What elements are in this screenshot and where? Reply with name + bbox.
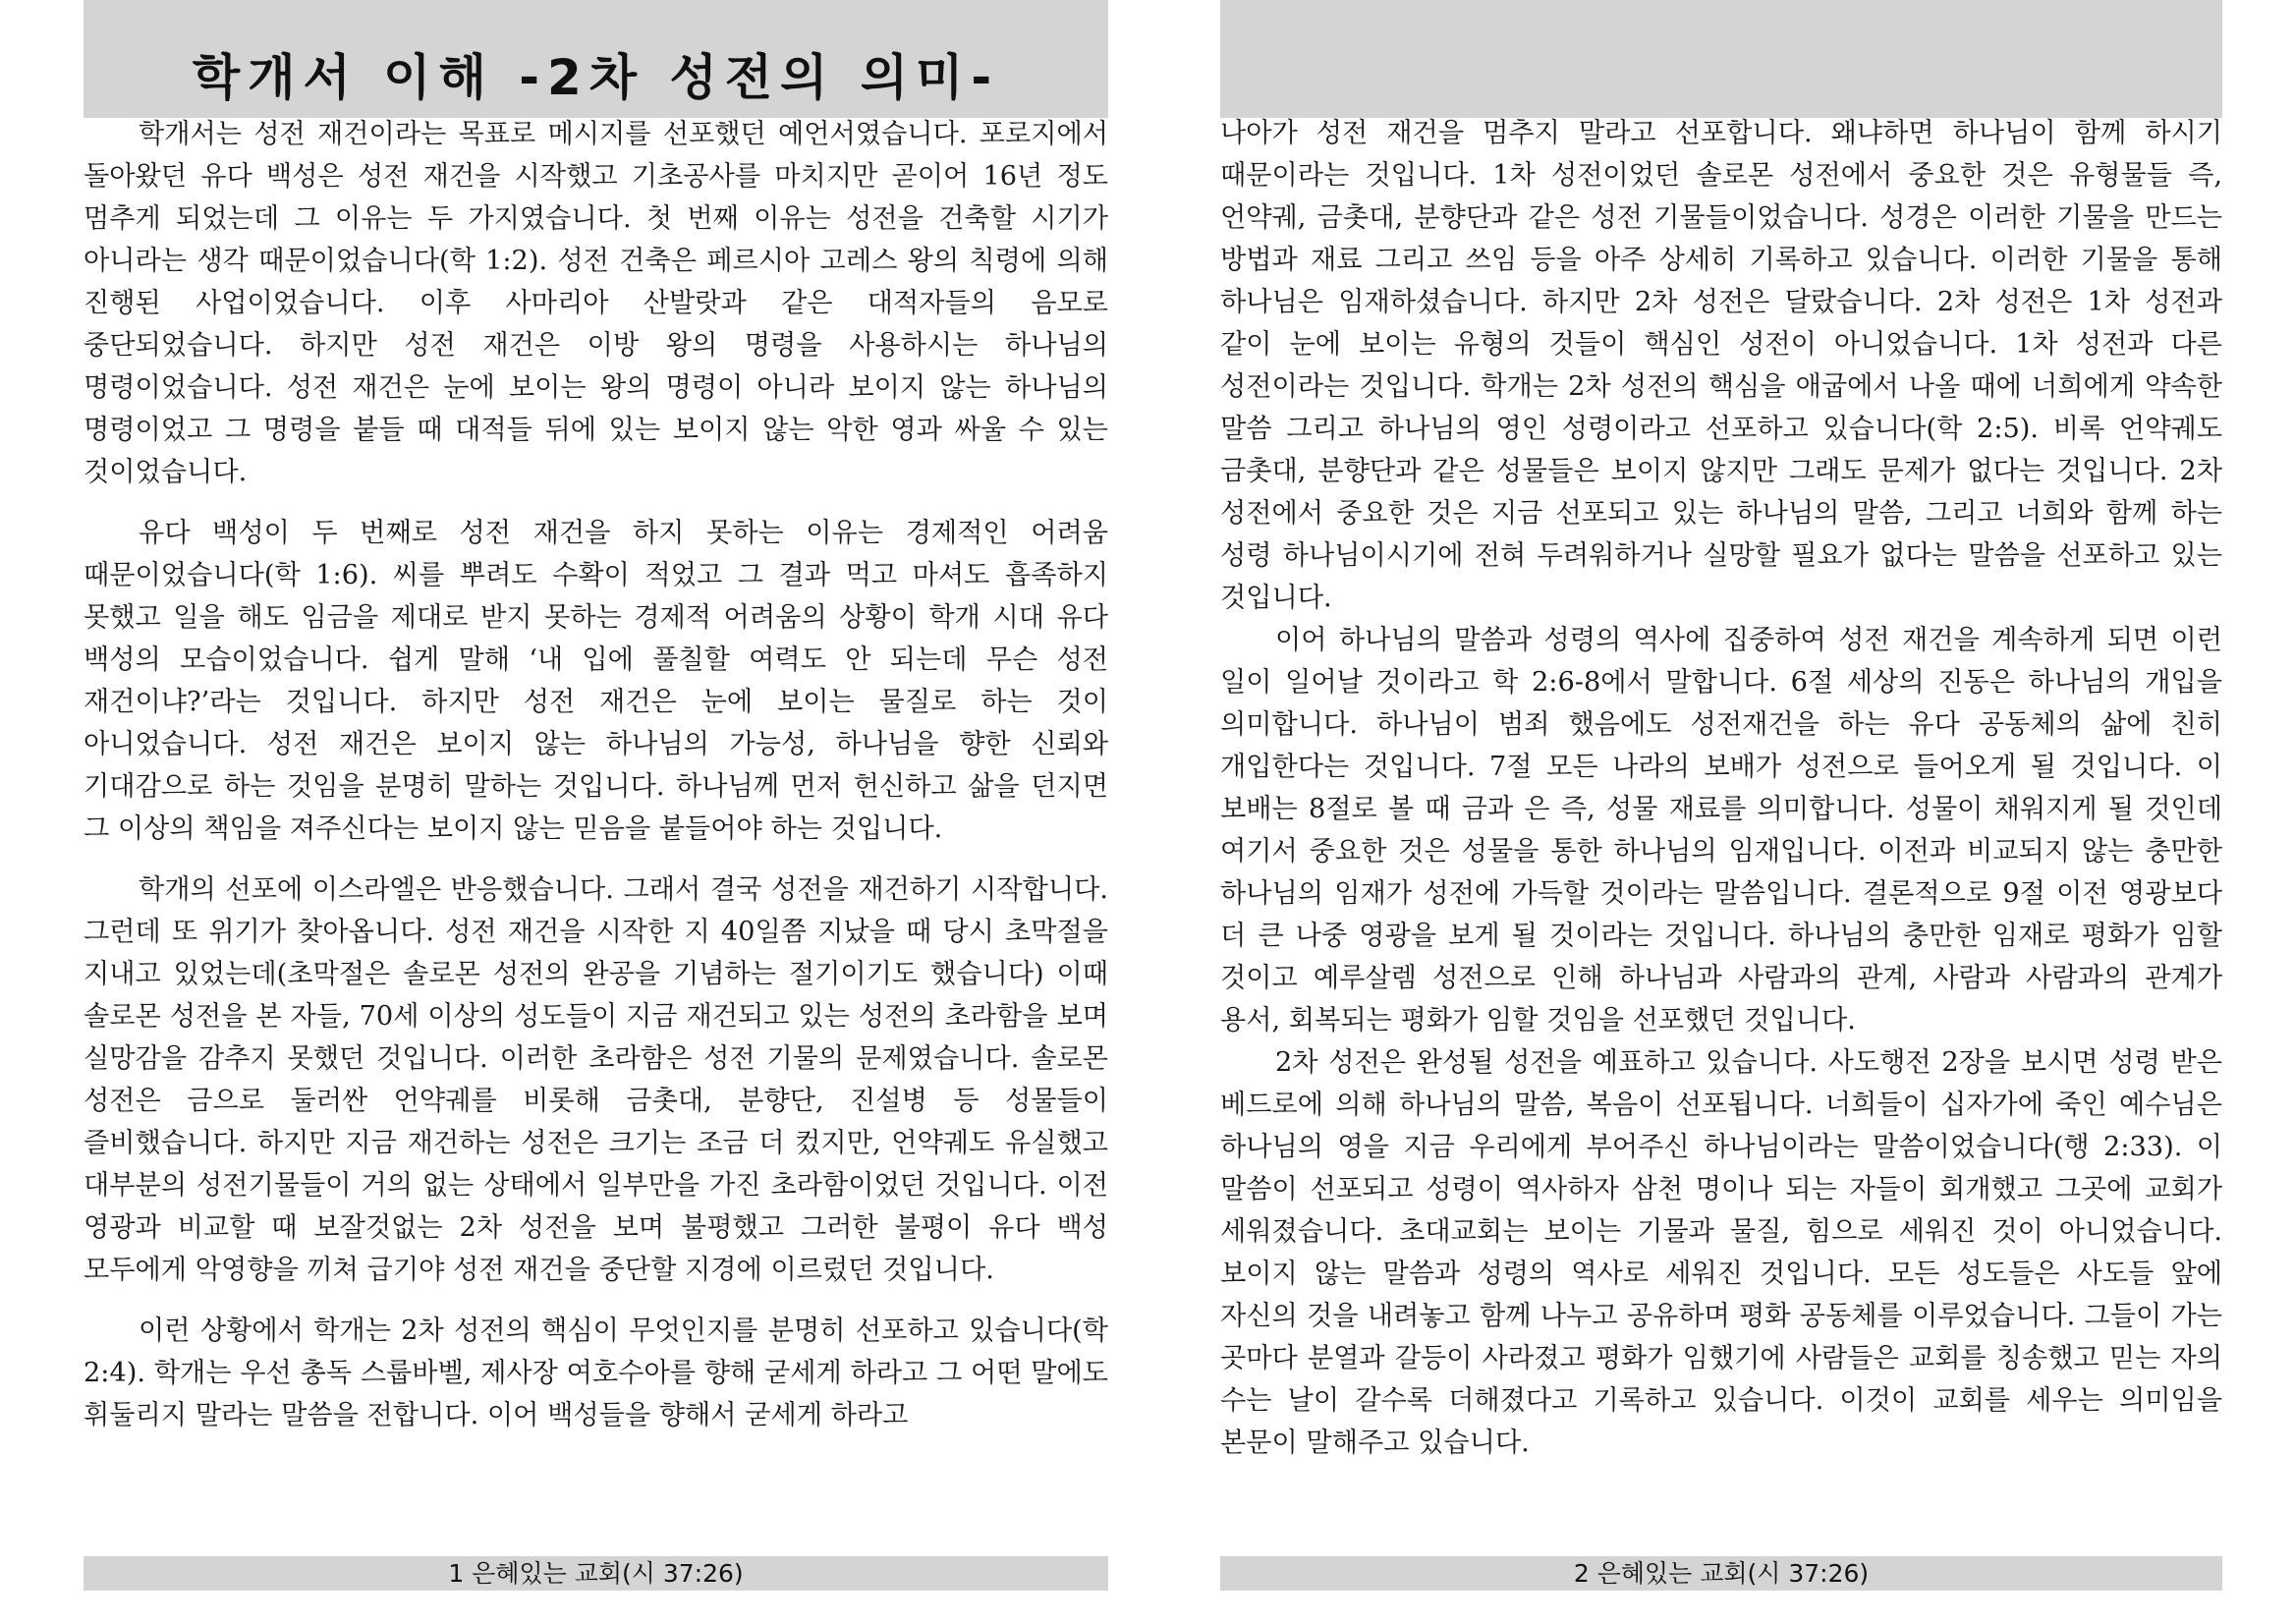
paragraph: 학개의 선포에 이스라엘은 반응했습니다. 그래서 결국 성전을 재건하기 시작합니다. 그런데 또 위기가 찾아옵니다. 성전 재건을 시작한 지 40일쯤 지났을 때 당시 초막절을 지내고 있었는데(초막절은 솔로몬 성전의 완공을 기념하는 절기이기도 했습니다) 이때 솔로몬 성전을 본 자들, 70세 이상의 성도들이 지금 재건되고 있는 성전의 초라함을 보며 실망감을 감추지 못했던 것입니다. 이러한 초라함은 성전 기물의 문제였습니다. 솔로몬 성전은 금으로 둘러싼 언약궤를 비롯해 금촛대, 분향단, 진설병 등 성물들이 즐비했습니다. 하지만 지금 재건하는 성전은 크기는 조금 더 컸지만, 언약궤도 유실했고 대부분의 성전기물들이 거의 없는 상태에서 일부만을 가진 초라함이었던 것입니다. 이전 영광과 비교할 때 보잘것없는 2차 성전을 보며 불평했고 그러한 불평이 유다 백성 모두에게 악영향을 끼쳐 급기야 성전 재건을 중단할 지경에 이르렀던 것입니다.: [84, 874, 1108, 1285]
left-page-body: [84, 113, 1108, 1436]
left-page: [84, 0, 1108, 1624]
header-bar: [1220, 0, 2222, 118]
paragraph: 이어 하나님의 말씀과 성령의 역사에 집중하여 성전 재건을 계속하게 되면 이런 일이 일어날 것이라고 학 2:6-8에서 말합니다. 6절 세상의 진동은 하나님의 개입을 의미합니다. 하나님이 범죄 했음에도 성전재건을 하는 유다 공동체의 삶에 친히 개입한다는 것입니다. 7절 모든 나라의 보배가 성전으로 들어오게 될 것입니다. 이 보배는 8절로 볼 때 금과 은 즉, 성물 재료를 의미합니다. 성물이 채워지게 될 것인데 여기서 중요한 것은 성물을 통한 하나님의 임재입니다. 이전과 비교되지 않는 충만한 하나님의 임재가 성전에 가득할 것이라는 말씀입니다. 결론적으로 9절 이전 영광보다 더 큰 나중 영광을 보게 될 것이라는 것입니다. 하나님의 충만한 임재로 평화가 임할 것이고 예루살렘 성전으로 인해 하나님과 사람과의 관계, 사람과 사람과의 관계가 용서, 회복되는 평화가 임할 것임을 선포했던 것입니다.: [1220, 625, 2222, 1036]
paragraph: 나아가 성전 재건을 멈추지 말라고 선포합니다. 왜냐하면 하나님이 함께 하시기 때문이라는 것입니다. 1차 성전이었던 솔로몬 성전에서 중요한 것은 유형물들 즉, 언약궤, 금촛대, 분향단과 같은 성전 기물들이었습니다. 성경은 이러한 기물을 만드는 방법과 재료 그리고 쓰임 등을 아주 상세히 기록하고 있습니다. 이러한 기물을 통해 하나님은 임재하셨습니다. 하지만 2차 성전은 달랐습니다. 2차 성전은 1차 성전과 같이 눈에 보이는 유형의 것들이 핵심인 성전이 아니었습니다. 1차 성전과 다른 성전이라는 것입니다. 학개는 2차 성전의 핵심을 애굽에서 나올 때에 너희에게 약속한 말씀 그리고 하나님의 영인 성령이라고 선포하고 있습니다(학 2:5). 비록 언약궤도 금촛대, 분향단과 같은 성물들은 보이지 않지만 그래도 문제가 없다는 것입니다. 2차 성전에서 중요한 것은 지금 선포되고 있는 하나님의 말씀, 그리고 너희와 함께 하는 성령 하나님이시기에 전혀 두려워하거나 실망할 필요가 없다는 말씀을 선포하고 있는 것입니다.: [1220, 118, 2222, 613]
page-title: 학개서 이해 -2차 성전의 의미-: [84, 41, 1108, 114]
paragraph: 유다 백성이 두 번째로 성전 재건을 하지 못하는 이유는 경제적인 어려움 때문이었습니다(학 1:6). 씨를 뿌려도 수확이 적었고 그 결과 먹고 마셔도 흡족하지 못했고 일을 해도 임금을 제대로 받지 못하는 경제적 어려움의 상황이 학개 시대 유다 백성의 모습이었습니다. 쉽게 말해 ‘내 입에 풀칠할 여력도 안 되는데 무슨 성전 재건이냐?’라는 것입니다. 하지만 성전 재건은 눈에 보이는 물질로 하는 것이 아니었습니다. 성전 재건은 보이지 않는 하나님의 가능성, 하나님을 향한 신뢰와 기대감으로 하는 것임을 분명히 말하는 것입니다. 하나님께 먼저 헌신하고 삶을 던지면 그 이상의 책임을 져주신다는 보이지 않는 믿음을 붙들어야 하는 것입니다.: [84, 518, 1108, 844]
paragraph: 학개서는 성전 재건이라는 목표로 메시지를 선포했던 예언서였습니다. 포로지에서 돌아왔던 유다 백성은 성전 재건을 시작했고 기초공사를 마치지만 곧이어 16년 정도 멈추게 되었는데 그 이유는 두 가지였습니다. 첫 번째 이유는 성전을 건축할 시기가 아니라는 생각 때문이었습니다(학 1:2). 성전 건축은 페르시아 고레스 왕의 칙령에 의해 진행된 사업이었습니다. 이후 사마리아 산발랏과 같은 대적자들의 음모로 중단되었습니다. 하지만 성전 재건은 이방 왕의 명령을 사용하시는 하나님의 명령이었습니다. 성전 재건은 눈에 보이는 왕의 명령이 아니라 보이지 않는 하나님의 명령이었고 그 명령을 붙들 때 대적들 뒤에 있는 보이지 않는 악한 영과 싸울 수 있는 것이었습니다.: [84, 119, 1108, 487]
paragraph: 2차 성전은 완성될 성전을 예표하고 있습니다. 사도행전 2장을 보시면 성령 받은 베드로에 의해 하나님의 말씀, 복음이 선포됩니다. 너희들이 십자가에 죽인 예수님은 하나님의 영을 지금 우리에게 부어주신 하나님이라는 말씀이었습니다(행 2:33). 이 말씀이 선포되고 성령이 역사하자 삼천 명이나 되는 자들이 회개했고 그곳에 교회가 세워졌습니다. 초대교회는 보이는 기물과 물질, 힘으로 세워진 것이 아니었습니다. 보이지 않는 말씀과 성령의 역사로 세워진 것입니다. 모든 성도들은 사도들 앞에 자신의 것을 내려놓고 함께 나누고 공유하며 평화 공동체를 이루었습니다. 그들이 가는 곳마다 분열과 갈등이 사라졌고 평화가 임했기에 사람들은 교회를 칭송했고 믿는 자의 수는 날이 갈수록 더해졌다고 기록하고 있습니다. 이것이 교회를 세우는 의미임을 본문이 말해주고 있습니다.: [1220, 1047, 2222, 1458]
paragraph: 이런 상황에서 학개는 2차 성전의 핵심이 무엇인지를 분명히 선포하고 있습니다(학 2:4). 학개는 우선 총독 스룹바벨, 제사장 여호수아를 향해 굳세게 하라고 그 어떤 말에도 휘둘리지 말라는 말씀을 전합니다. 이어 백성들을 향해서 굳세게 하라고: [84, 1316, 1108, 1430]
page-footer: 2 은혜있는 교회(시 37:26): [1220, 1556, 2222, 1591]
right-page: [1220, 0, 2222, 1624]
right-page-body: [1220, 112, 2222, 1464]
page-footer: 1 은혜있는 교회(시 37:26): [84, 1556, 1108, 1591]
